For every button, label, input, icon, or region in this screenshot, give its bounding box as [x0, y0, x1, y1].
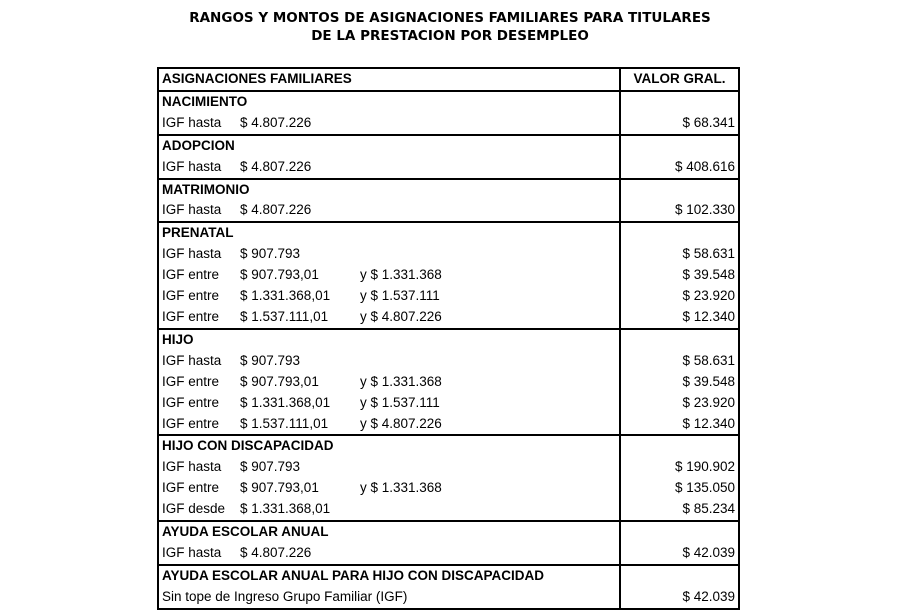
section-value-empty: [620, 329, 739, 351]
income-prefix: IGF hasta: [162, 114, 222, 130]
income-range-cell: [158, 499, 620, 521]
income-range-from: $ 1.331.368,01: [240, 501, 331, 517]
income-range-to: y $ 4.807.226: [360, 415, 442, 431]
income-prefix: IGF entre: [162, 288, 220, 304]
table-row: [158, 351, 739, 372]
allowance-value: $ 39.548: [682, 267, 735, 283]
income-prefix: IGF entre: [162, 308, 220, 324]
income-range-to: y $ 1.331.368: [360, 480, 442, 496]
income-range-from: $ 907.793: [240, 352, 301, 368]
income-range-cell: [158, 307, 620, 329]
section-header-row: [158, 222, 739, 244]
income-range-from: $ 4.807.226: [240, 158, 312, 174]
table-row: [158, 543, 739, 565]
income-prefix: Sin tope de Ingreso Grupo Familiar (IGF): [162, 588, 408, 604]
income-range-from: $ 4.807.226: [240, 202, 312, 218]
income-range-cell: [158, 478, 620, 499]
income-range-from: $ 907.793,01: [240, 267, 319, 283]
section-header-row: [158, 521, 739, 543]
income-prefix: IGF entre: [162, 480, 220, 496]
income-prefix: IGF desde: [162, 501, 226, 517]
income-range-cell: [158, 372, 620, 393]
income-range-cell: [158, 265, 620, 286]
table-row: [158, 200, 739, 222]
income-range-from: $ 4.807.226: [240, 114, 312, 130]
income-prefix: IGF hasta: [162, 158, 222, 174]
income-range-from: $ 1.331.368,01: [240, 288, 331, 304]
income-range-cell: [158, 286, 620, 307]
income-prefix: IGF hasta: [162, 246, 222, 262]
income-range-to: y $ 1.331.368: [360, 373, 442, 389]
income-range-cell: [158, 351, 620, 372]
table-row: [158, 414, 739, 436]
table-row: [158, 157, 739, 179]
header-value: VALOR GRAL.: [620, 68, 739, 91]
income-range-cell: [158, 200, 620, 222]
income-range-cell: [158, 244, 620, 265]
income-range-from: $ 1.331.368,01: [240, 394, 331, 410]
document-title: [0, 9, 900, 45]
table-row: [158, 244, 739, 265]
allowance-value: $ 68.341: [682, 114, 735, 130]
table-row: [158, 478, 739, 499]
section-title: AYUDA ESCOLAR ANUAL: [158, 521, 620, 543]
section-header-row: [158, 565, 739, 587]
section-value-empty: [620, 565, 739, 587]
income-prefix: IGF hasta: [162, 544, 222, 560]
income-range-from: $ 907.793,01: [240, 480, 319, 496]
table-row: [158, 393, 739, 414]
section-title: HIJO CON DISCAPACIDAD: [158, 435, 620, 457]
income-range-from: $ 1.537.111,01: [240, 415, 329, 431]
income-range-from: $ 907.793,01: [240, 373, 319, 389]
section-title: HIJO: [158, 329, 620, 351]
income-range-from: $ 907.793: [240, 246, 301, 262]
allowance-value: $ 408.616: [674, 158, 735, 174]
section-header-row: [158, 135, 739, 157]
income-prefix: IGF hasta: [162, 202, 222, 218]
table-row: [158, 457, 739, 478]
income-range-from: $ 1.537.111,01: [240, 308, 329, 324]
section-header-row: [158, 435, 739, 457]
income-prefix: IGF entre: [162, 394, 220, 410]
section-value-empty: [620, 521, 739, 543]
section-value-empty: [620, 222, 739, 244]
income-range-cell: [158, 587, 620, 609]
section-header-row: [158, 179, 739, 201]
section-title: AYUDA ESCOLAR ANUAL PARA HIJO CON DISCAPACIDAD: [158, 565, 620, 587]
section-title: PRENATAL: [158, 222, 620, 244]
allowance-value: $ 58.631: [682, 352, 735, 368]
allowance-value: $ 102.330: [674, 202, 735, 218]
title-line-1: RANGOS Y MONTOS DE ASIGNACIONES FAMILIARES PARA TITULARES: [189, 10, 711, 26]
allowance-value: $ 42.039: [682, 588, 735, 604]
income-prefix: IGF entre: [162, 373, 220, 389]
section-value-empty: [620, 91, 739, 113]
allowance-value: $ 42.039: [682, 544, 735, 560]
allowance-value: $ 190.902: [674, 459, 735, 475]
table-row: [158, 307, 739, 329]
allowance-value: $ 58.631: [682, 246, 735, 262]
section-value-empty: [620, 435, 739, 457]
allowance-value: $ 12.340: [682, 415, 735, 431]
allowance-value: $ 12.340: [682, 308, 735, 324]
income-range-to: y $ 1.537.111: [360, 394, 440, 410]
income-prefix: IGF hasta: [162, 352, 222, 368]
section-value-empty: [620, 179, 739, 201]
income-range-to: y $ 1.537.111: [360, 288, 440, 304]
allowance-value: $ 39.548: [682, 373, 735, 389]
section-title: NACIMIENTO: [158, 91, 620, 113]
income-range-cell: [158, 393, 620, 414]
income-range-cell: [158, 543, 620, 565]
allowance-value: $ 135.050: [674, 480, 735, 496]
income-range-cell: [158, 414, 620, 436]
income-range-to: y $ 4.807.226: [360, 308, 442, 324]
table-row: [158, 499, 739, 521]
allowances-table: [157, 67, 740, 610]
allowance-value: $ 23.920: [682, 288, 735, 304]
allowance-value: $ 85.234: [682, 501, 735, 517]
table-header-row: [158, 68, 739, 91]
income-range-from: $ 907.793: [240, 459, 301, 475]
section-header-row: [158, 329, 739, 351]
section-title: ADOPCION: [158, 135, 620, 157]
income-range-from: $ 4.807.226: [240, 544, 312, 560]
header-allowances: ASIGNACIONES FAMILIARES: [158, 68, 620, 91]
income-range-cell: [158, 157, 620, 179]
income-prefix: IGF entre: [162, 415, 220, 431]
section-value-empty: [620, 135, 739, 157]
section-title: MATRIMONIO: [158, 179, 620, 201]
income-range-cell: [158, 113, 620, 135]
table-row: [158, 113, 739, 135]
income-range-cell: [158, 457, 620, 478]
income-range-to: y $ 1.331.368: [360, 267, 442, 283]
table-row: [158, 372, 739, 393]
table-row: [158, 265, 739, 286]
table-row: [158, 286, 739, 307]
allowance-value: $ 23.920: [682, 394, 735, 410]
income-prefix: IGF hasta: [162, 459, 222, 475]
title-line-2: DE LA PRESTACION POR DESEMPLEO: [311, 28, 589, 44]
section-header-row: [158, 91, 739, 113]
table-row: [158, 587, 739, 609]
income-prefix: IGF entre: [162, 267, 220, 283]
